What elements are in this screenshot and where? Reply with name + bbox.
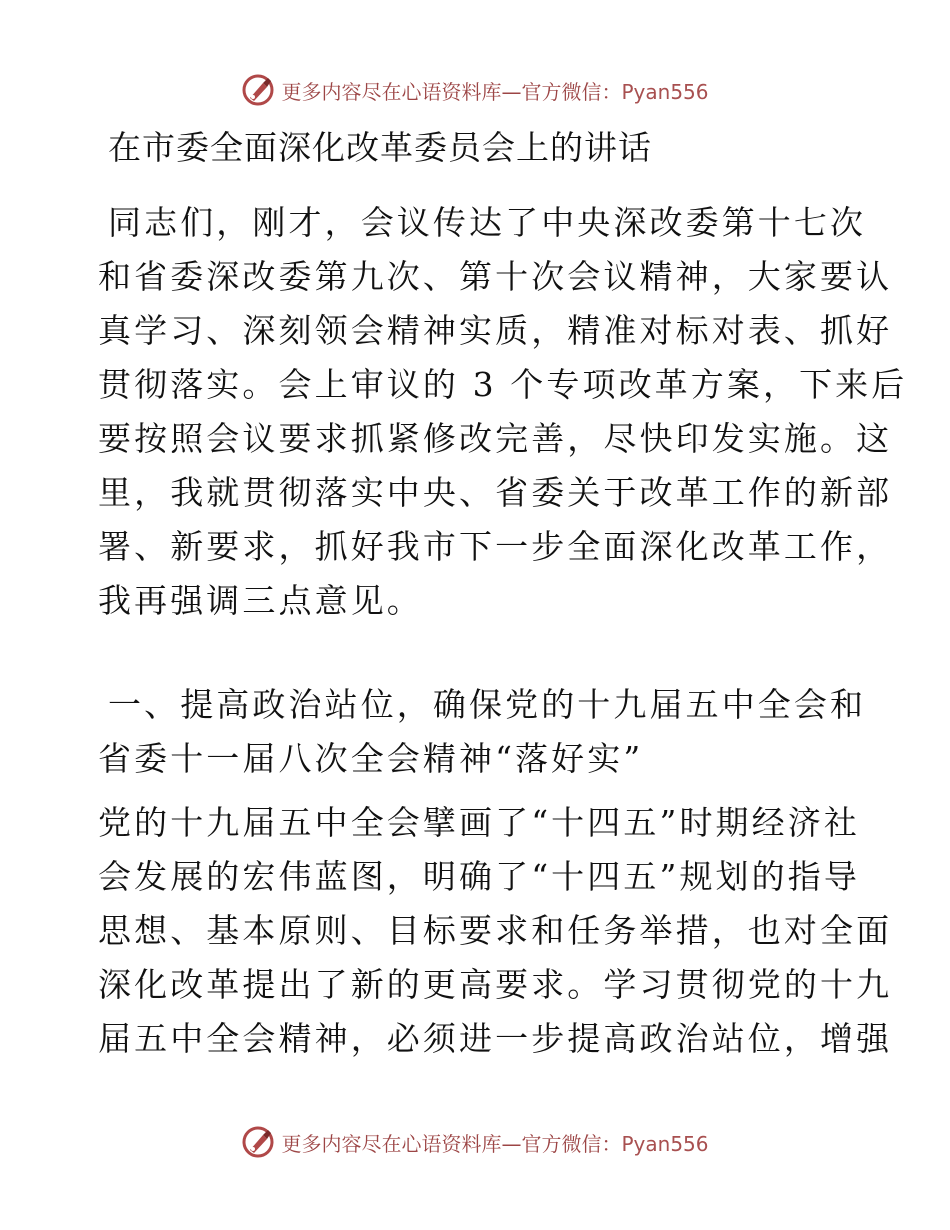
paragraph-line: 届五中全会精神，必须进一步提高政治站位，增强	[98, 1019, 893, 1058]
section-1-body	[98, 796, 893, 1066]
footer-watermark-handle: Pyan556	[621, 1131, 709, 1156]
pen-nib-logo-icon	[241, 73, 275, 107]
footer-watermark-text: 更多内容尽在心语资料库—官方微信：Pyan556	[281, 1131, 709, 1156]
paragraph-line: 会发展的宏伟蓝图，明确了“十四五”规划的指导	[98, 857, 860, 896]
footer-watermark-banner	[0, 1122, 950, 1162]
paragraph-line: 同志们，刚才，会议传达了中央深改委第十七次	[108, 203, 867, 242]
paragraph-line: 和省委深改委第九次、第十次会议精神，大家要认	[98, 257, 893, 296]
intro-paragraph	[98, 196, 908, 628]
paragraph-line: 要按照会议要求抓紧修改完善，尽快印发实施。这	[98, 419, 893, 458]
paragraph-line: 里，我就贯彻落实中央、省委关于改革工作的新部	[98, 473, 893, 512]
heading-line: 一、提高政治站位，确保党的十九届五中全会和	[108, 685, 867, 724]
header-watermark-handle: Pyan556	[621, 79, 709, 104]
header-watermark-text: 更多内容尽在心语资料库—官方微信：Pyan556	[281, 79, 709, 104]
pen-nib-logo-icon	[241, 1125, 275, 1159]
paragraph-line: 党的十九届五中全会擘画了“十四五”时期经济社	[98, 803, 860, 842]
paragraph-line: 贯彻落实。会上审议的 3 个专项改革方案，下来后	[98, 365, 908, 404]
header-watermark-banner	[0, 70, 950, 110]
paragraph-line: 思想、基本原则、目标要求和任务举措，也对全面	[98, 911, 893, 950]
paragraph-line: 我再强调三点意见。	[98, 581, 423, 620]
section-1-heading	[98, 678, 867, 786]
document-title: 在市委全面深化改革委员会上的讲话	[108, 128, 652, 167]
paragraph-line: 真学习、深刻领会精神实质，精准对标对表、抓好	[98, 311, 893, 350]
paragraph-line: 署、新要求，抓好我市下一步全面深化改革工作，	[98, 527, 893, 566]
paragraph-line: 深化改革提出了新的更高要求。学习贯彻党的十九	[98, 965, 893, 1004]
heading-line: 省委十一届八次全会精神“落好实”	[98, 739, 644, 778]
